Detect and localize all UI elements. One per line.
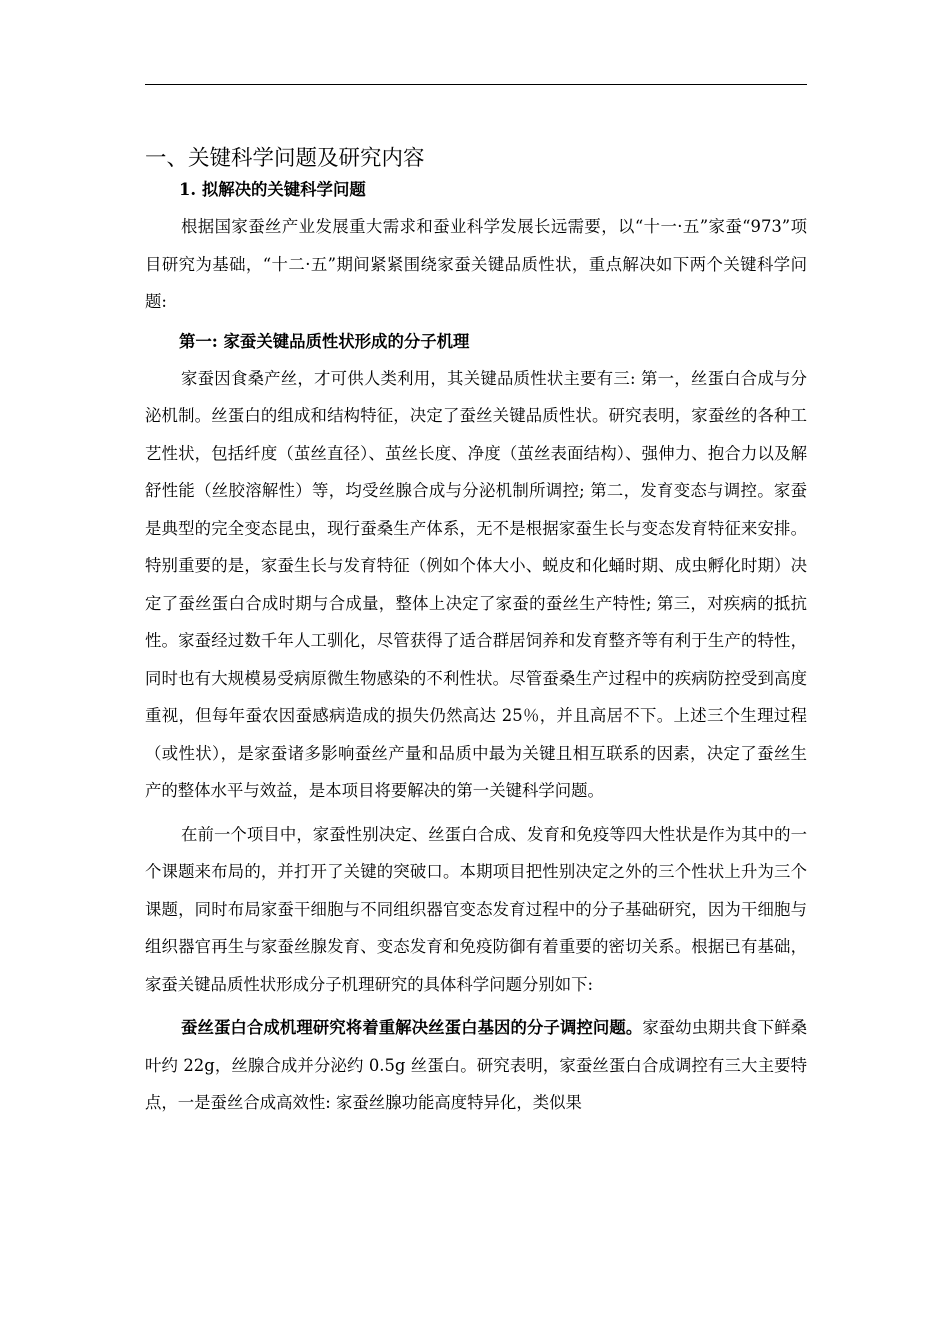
- document-body: [145, 142, 807, 1122]
- paragraph-previous-project: 在前一个项目中，家蚕性别决定、丝蛋白合成、发育和免疫等四大性状是作为其中的一个课题来布局的，并打开了关键的突破口。本期项目把性别决定之外的三个性状上升为三个课题，同时布局家蚕干细胞与不同组织器官变态发育过程中的分子基础研究，因为干细胞与组织器官再生与家蚕丝腺发育、变态发育和免疫防御有着重要的密切关系。根据已有基础，家蚕关键品质性状形成分子机理研究的具体科学问题分别如下:: [145, 824, 807, 994]
- paragraph-silk-protein-text: 家蚕幼虫期共食下鲜桑叶约 22g，丝腺合成并分泌约 0.5g 丝蛋白。研究表明，家蚕丝蛋白合成调控有三大主要特点，一是蚕丝合成高效性: 家蚕丝腺功能高度特异化，类似果: [145, 1018, 808, 1112]
- header-rule: [145, 84, 807, 85]
- intro-paragraph: 根据国家蚕丝产业发展重大需求和蚕业科学发展长远需要，以“十一·五”家蚕“973”项目研究为基础，“十二·五”期间紧紧围绕家蚕关键品质性状，重点解决如下两个关键科学问题:: [145, 217, 807, 311]
- paragraph-lead-bold: 蚕丝蛋白合成机理研究将着重解决丝蛋白基因的分子调控问题。: [181, 1018, 643, 1037]
- paragraph-silk-traits: 家蚕因食桑产丝，才可供人类利用，其关键品质性状主要有三: 第一，丝蛋白合成与分泌机制。丝蛋白的组成和结构特征，决定了蚕丝关键品质性状。研究表明，家蚕丝的各种工艺性状，包括纤度（茧丝直径）、茧丝长度、净度（茧丝表面结构）、强伸力、抱合力以及解舒性能（丝胶溶解性）等，均受丝腺合成与分泌机制所调控; 第二，发育变态与调控。家蚕是典型的完全变态昆虫，现行蚕桑生产体系，无不是根据家蚕生长与变态发育特征来安排。特别重要的是，家蚕生长与发育特征（例如个体大小、蜕皮和化蛹时期、成虫孵化时期）决定了蚕丝蛋白合成时期与合成量，整体上决定了家蚕的蚕丝生产特性; 第三，对疾病的抵抗性。家蚕经过数千年人工驯化，尽管获得了适合群居饲养和发育整齐等有利于生产的特性，同时也有大规模易受病原微生物感染的不利性状。尽管蚕桑生产过程中的疾病防控受到高度重视，但每年蚕农因蚕感病造成的损失仍然高达 25％，并且高居不下。上述三个生理过程（或性状），是家蚕诸多影响蚕丝产量和品质中最为关键且相互联系的因素，决定了蚕丝生产的整体水平与效益，是本项目将要解决的第一关键科学问题。: [145, 368, 807, 800]
- section-title: 一、关键科学问题及研究内容: [145, 146, 425, 171]
- paragraph-silk-protein: [145, 1009, 807, 1122]
- point-one-title: 第一: 家蚕关键品质性状形成的分子机理: [179, 331, 470, 351]
- subsection-title: 1. 拟解决的关键科学问题: [179, 180, 366, 199]
